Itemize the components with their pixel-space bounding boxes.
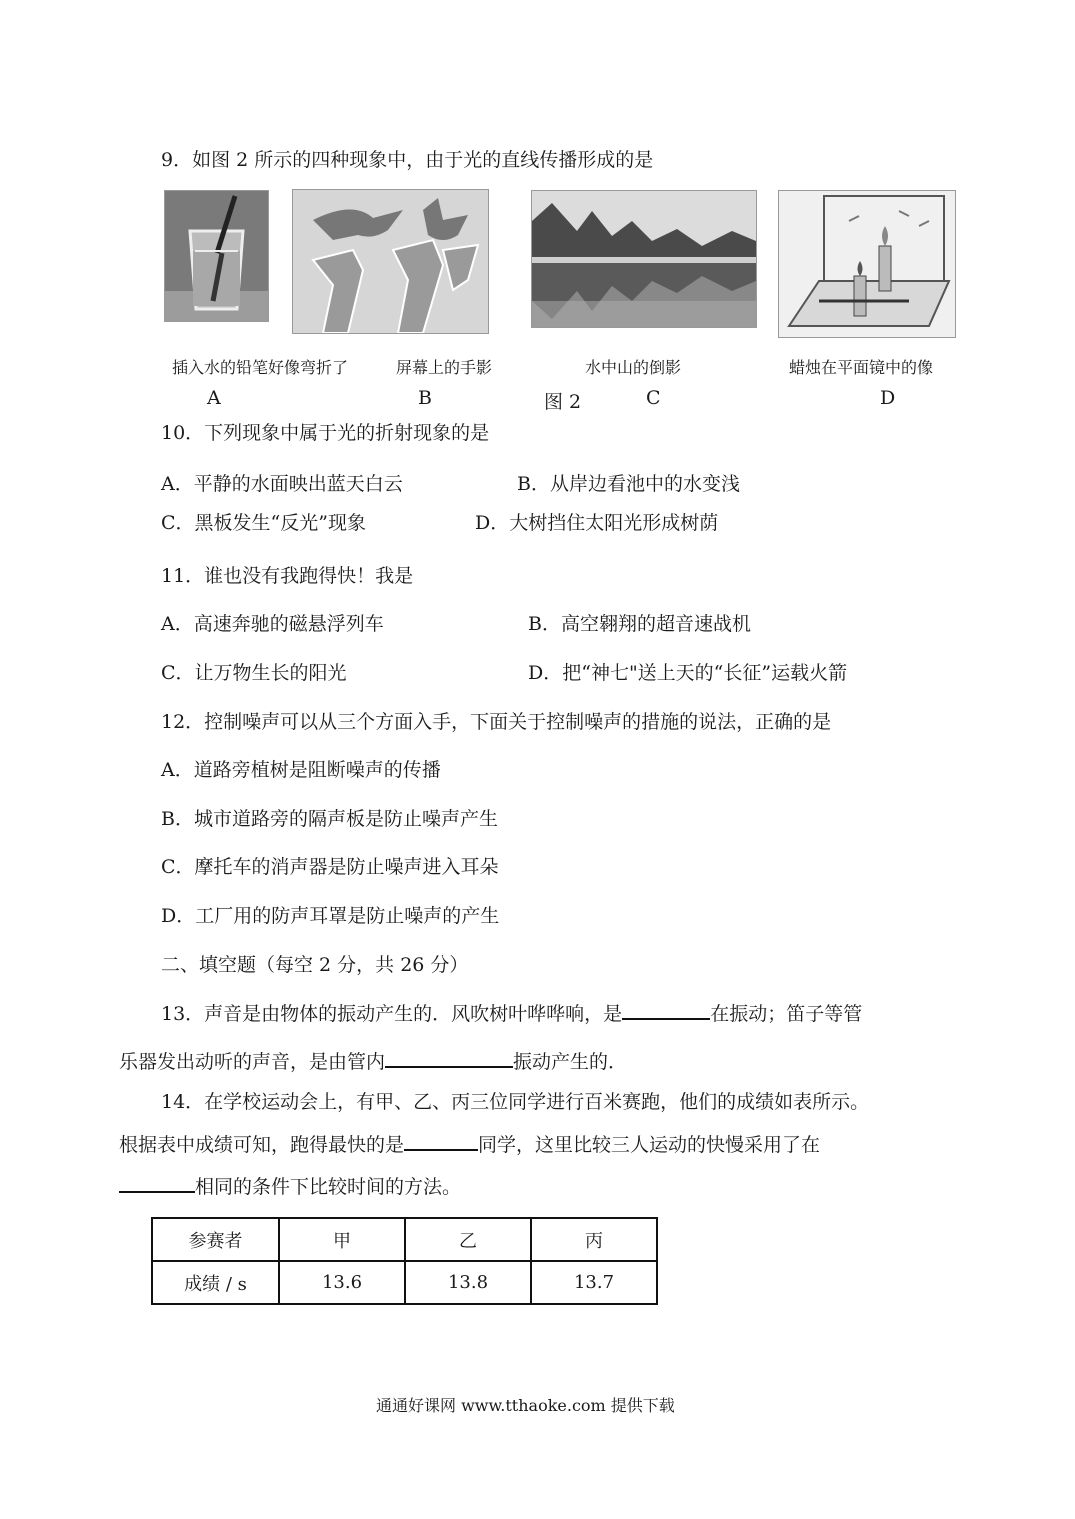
table-cell: 13.6 <box>279 1261 405 1304</box>
q13-text-3: 乐器发出动听的声音，是由管内 <box>119 1051 386 1073</box>
table-cell: 成绩 / s <box>152 1261 279 1304</box>
hand-shadow-image <box>292 189 489 334</box>
q12-option-c: C．摩托车的消声器是防止噪声进入耳朵 <box>161 856 499 878</box>
q13-text-4: 振动产生的． <box>513 1051 628 1073</box>
letter-a: A <box>207 387 221 409</box>
q13-text-1: 13．声音是由物体的振动产生的．风吹树叶哗哗响，是 <box>161 1003 623 1025</box>
q14-line2 <box>119 1130 820 1157</box>
q11-option-d: D．把“神七"送上天的“长征”运载火箭 <box>528 662 848 684</box>
q14-line1: 14．在学校运动会上，有甲、乙、丙三位同学进行百米赛跑，他们的成绩如表所示。 <box>161 1091 870 1113</box>
section-heading: 二、填空题（每空 2 分，共 26 分） <box>161 954 469 976</box>
q14-text-3: 相同的条件下比较时间的方法。 <box>195 1176 462 1198</box>
footer-text: 通通好课网 www.tthaoke.com 提供下载 <box>376 1396 675 1415</box>
q13-text-2: 在振动；笛子等管 <box>710 1003 863 1025</box>
figure-label: 图 2 <box>544 391 582 413</box>
q12-option-d: D．工厂用的防声耳罩是防止噪声的产生 <box>161 905 500 927</box>
q12-stem: 12．控制噪声可以从三个方面入手，下面关于控制噪声的措施的说法，正确的是 <box>161 711 832 733</box>
q13-line2 <box>119 1047 627 1074</box>
mountain-reflection-image <box>531 190 757 328</box>
q10-option-d: D．大树挡住太阳光形成树荫 <box>475 512 719 534</box>
letter-d: D <box>880 387 896 409</box>
caption-d: 蜡烛在平面镜中的像 <box>789 358 934 377</box>
q14-blank-2 <box>119 1190 195 1193</box>
caption-c: 水中山的倒影 <box>585 358 682 377</box>
candle-mirror-image <box>778 190 956 338</box>
q10-option-c: C．黑板发生“反光”现象 <box>161 512 366 534</box>
q13-blank-2 <box>385 1065 513 1068</box>
table-cell: 13.7 <box>531 1261 657 1304</box>
q13-line1 <box>161 999 862 1026</box>
q10-option-b: B．从岸边看池中的水变浅 <box>517 473 740 495</box>
table-cell: 13.8 <box>405 1261 531 1304</box>
caption-a: 插入水的铅笔好像弯折了 <box>172 358 349 377</box>
table-header-cell: 甲 <box>279 1218 405 1261</box>
table-header-cell: 乙 <box>405 1218 531 1261</box>
table-row <box>152 1261 657 1304</box>
q10-option-a: A．平静的水面映出蓝天白云 <box>161 473 403 495</box>
q11-option-c: C．让万物生长的阳光 <box>161 662 347 684</box>
q14-text-2: 同学，这里比较三人运动的快慢采用了在 <box>478 1134 821 1156</box>
q11-option-b: B．高空翱翔的超音速战机 <box>528 613 751 635</box>
q11-stem: 11．谁也没有我跑得快！我是 <box>161 565 414 587</box>
q14-line3 <box>119 1172 461 1199</box>
caption-b: 屏幕上的手影 <box>396 358 493 377</box>
table-header-cell: 丙 <box>531 1218 657 1261</box>
q11-option-a: A．高速奔驰的磁悬浮列车 <box>161 613 384 635</box>
table-header-row <box>152 1218 657 1261</box>
letter-c: C <box>646 387 661 409</box>
results-table <box>151 1217 658 1305</box>
q12-option-a: A．道路旁植树是阻断噪声的传播 <box>161 759 441 781</box>
q14-blank-1 <box>404 1148 478 1151</box>
letter-b: B <box>418 387 432 409</box>
q12-option-b: B．城市道路旁的隔声板是防止噪声产生 <box>161 808 498 830</box>
pencil-in-water-image <box>164 190 269 322</box>
q13-blank-1 <box>622 1017 710 1020</box>
q14-text-1: 根据表中成绩可知，跑得最快的是 <box>119 1134 405 1156</box>
q9-stem: 9．如图 2 所示的四种现象中，由于光的直线传播形成的是 <box>161 149 654 171</box>
table-header-cell: 参赛者 <box>152 1218 279 1261</box>
q10-stem: 10．下列现象中属于光的折射现象的是 <box>161 422 490 444</box>
